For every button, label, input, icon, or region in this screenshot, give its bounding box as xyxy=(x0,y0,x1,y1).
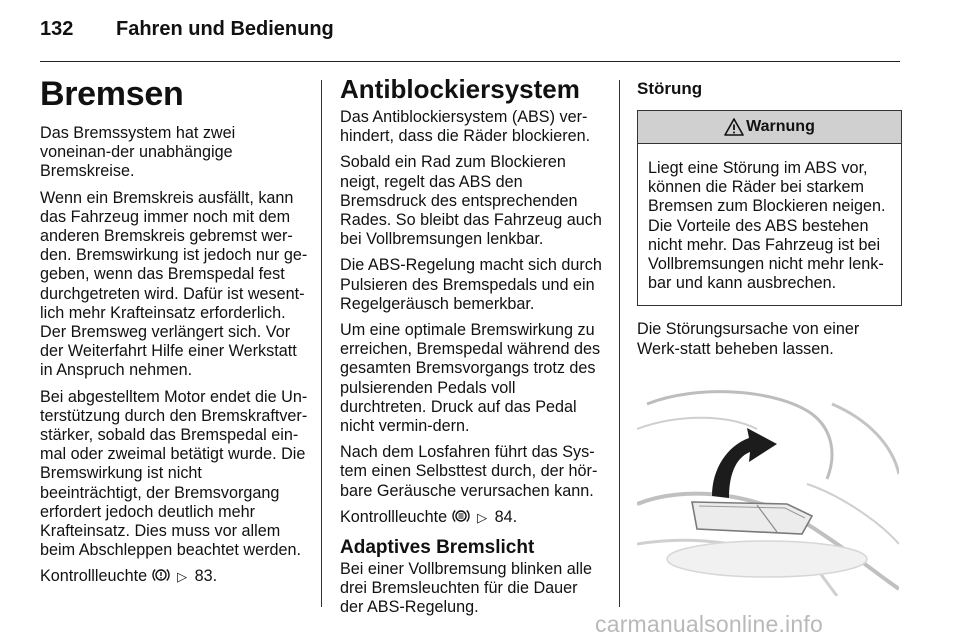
page-reference-arrow-icon: ▷ xyxy=(177,569,188,585)
parking-brake-illustration xyxy=(637,384,899,596)
watermark: carmanualsonline.info xyxy=(595,611,823,637)
warning-box xyxy=(637,110,902,306)
paragraph: Das Antiblockiersystem (ABS) ver-hindert, dass die Räder blockieren. xyxy=(340,108,591,146)
paragraph: Bei abgestelltem Motor endet die Un-terstützung durch den Bremskraftver-stärker, sobald das Bremspedal ein-mal oder zweimal betätigt wurde. Die Bremswirkung ist nicht beeinträchtigt, der Bremsvorgang erfordert jedoch deutlich mehr Krafteinsatz. Dies muss vor allem beim Abschleppen beachtet werden. xyxy=(40,387,308,560)
section-title: Fahren und Bedienung xyxy=(116,18,334,40)
indicator-label: Kontrollleuchte xyxy=(40,567,148,586)
indicator-label: Kontrollleuchte xyxy=(340,507,448,526)
header-rule xyxy=(40,61,900,62)
column-divider xyxy=(321,80,322,607)
warning-triangle-icon xyxy=(724,118,744,136)
page-reference-arrow-icon: ▷ xyxy=(477,509,488,525)
indicator-page-ref: 83. xyxy=(194,567,218,586)
column-divider xyxy=(619,80,620,607)
warning-header xyxy=(638,111,901,144)
heading-antiblockiersystem: Antiblockiersystem xyxy=(340,74,580,104)
indicator-line xyxy=(40,567,308,588)
page-number: 132 xyxy=(40,18,74,40)
paragraph: Bei einer Vollbremsung blinken alle drei Bremsleuchten für die Dauer der ABS-Regelung. xyxy=(340,560,592,617)
paragraph: Das Bremssystem hat zwei voneinan-der unabhängige Bremskreise. xyxy=(40,124,236,181)
abs-icon xyxy=(452,508,470,529)
column-abs xyxy=(340,68,605,625)
paragraph: Die ABS-Regelung macht sich durch Pulsieren des Bremspedals und ein Regelgeräusch bemerkbar. xyxy=(340,256,602,313)
page-header xyxy=(0,0,960,62)
paragraph: Sobald ein Rad zum Blockieren neigt, regelt das ABS den Bremsdruck des entsprechenden Rades. So bleibt das Fahrzeug auch bei Vollbremsungen lenkbar. xyxy=(340,153,602,249)
column-bremsen xyxy=(40,68,308,596)
heading-stoerung: Störung xyxy=(637,79,703,98)
heading-adaptives-bremslicht: Adaptives Bremslicht xyxy=(340,537,535,559)
heading-bremsen: Bremsen xyxy=(40,75,184,113)
paragraph: Die Störungsursache von einer Werk-statt beheben lassen. xyxy=(637,320,860,358)
brake-warning-icon xyxy=(152,567,170,588)
paragraph: Um eine optimale Bremswirkung zu erreichen, Bremspedal während des gesamten Bremsvorgangs trotz des pulsierenden Pedals voll durchtreten. Druck auf das Pedal nicht vermin-dern. xyxy=(340,321,601,436)
paragraph: Nach dem Losfahren führt das Sys-tem einen Selbsttest durch, der hör-bare Geräusche verursachen kann. xyxy=(340,443,598,500)
column-stoerung xyxy=(637,68,902,419)
indicator-line xyxy=(340,508,605,529)
warning-label: Warnung xyxy=(746,118,815,136)
paragraph: Wenn ein Bremskreis ausfällt, kann das Fahrzeug immer noch mit dem anderen Bremskreis gebremst wer-den. Bremswirkung ist jedoch nur ge-geben, wenn das Bremspedal fest durchgetreten wird. Dafür ist wesent-lich mehr Krafteinsatz erforderlich. Der Bremsweg verlängert sich. Vor der Weiterfahrt Hilfe einer Werkstatt in Anspruch nehmen. xyxy=(40,188,308,380)
indicator-page-ref: 84. xyxy=(494,507,518,526)
warning-text: Liegt eine Störung im ABS vor, können die Räder bei starkem Bremsen zum Blockieren neigen. Die Vorteile des ABS bestehen nicht mehr. Das Fahrzeug ist bei Vollbremsungen nicht mehr lenk-bar und kann ausbrechen. xyxy=(648,159,886,293)
